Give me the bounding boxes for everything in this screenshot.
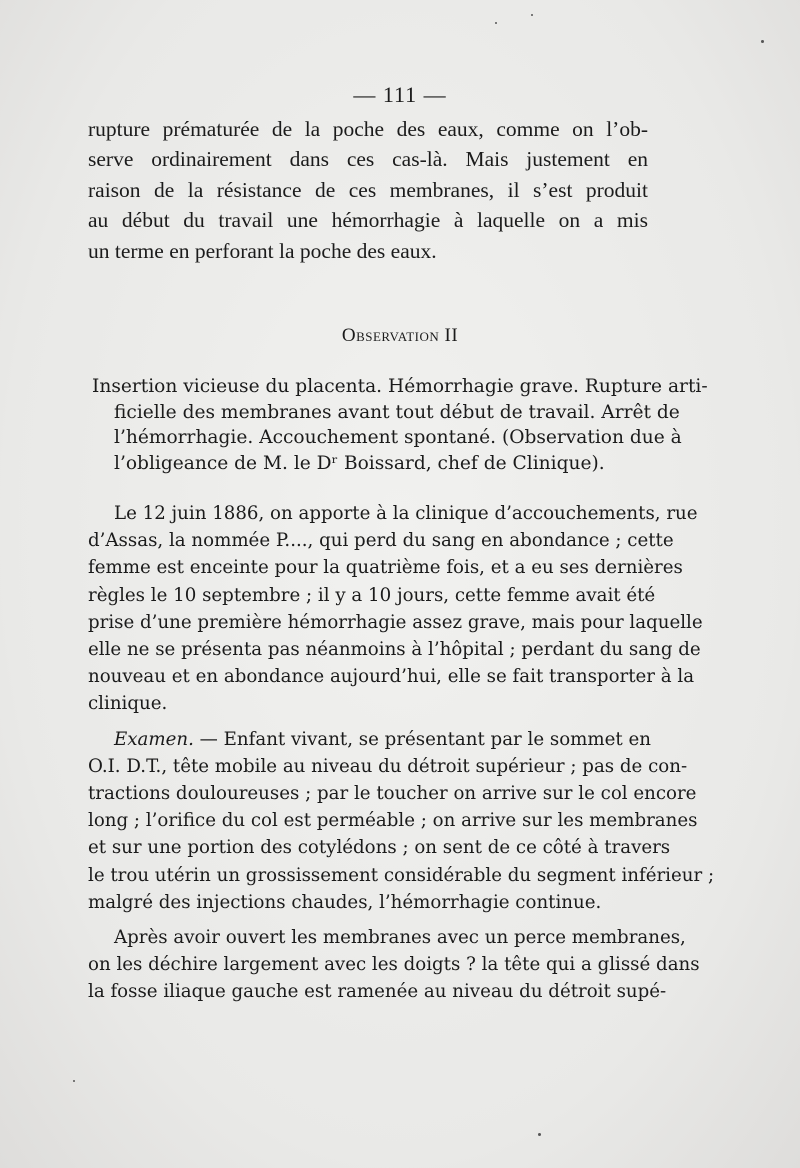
summary-line: l’hémorrhagie. Accouchement spontané. (Observation due à [114, 427, 682, 448]
page-number: — 111 — [353, 82, 447, 107]
body-line: la fosse iliaque gauche est ramenée au niveau du détroit supé- [88, 981, 667, 1003]
body-line: le trou utérin un grossissement considérable du segment inférieur ; [88, 864, 715, 886]
examen-heading: Examen. [114, 728, 194, 750]
body-line [88, 726, 651, 753]
body-line: Après avoir ouvert les membranes avec un perce membranes, [114, 927, 686, 949]
paper-speck [531, 14, 533, 16]
intro-line: rupture prématurée de la poche des eaux, comme on l’ob- [88, 117, 648, 141]
body-line: long ; l’orifice du col est perméable ; on arrive sur les membranes [88, 810, 698, 832]
body-line: et sur une portion des cotylédons ; on sent de ce côté à travers [88, 837, 671, 859]
body-line: malgré des injections chaudes, l’hémorrhagie continue. [88, 891, 602, 913]
summary-line: ficielle des membranes avant tout début de travail. Arrêt de [114, 401, 680, 423]
intro-paragraph [88, 114, 648, 266]
body-line: O.I. D.T., tête mobile au niveau du détroit supérieur ; pas de con- [88, 755, 688, 777]
body-line: clinique. [88, 693, 168, 715]
observation-title: Observation II [341, 325, 459, 346]
body-line: prise d’une première hémorrhagie assez grave, mais pour laquelle [88, 611, 703, 633]
body-line: elle ne se présenta pas néanmoins à l’hôpital ; perdant du sang de [88, 639, 701, 661]
intro-line: un terme en perforant la poche des eaux. [88, 238, 437, 263]
observation-summary [92, 374, 708, 476]
body-line: d’Assas, la nommée P...., qui perd du sang en abondance ; cette [88, 530, 674, 552]
body-line: on les déchire largement avec les doigts ? la tête qui a glissé dans [88, 954, 700, 976]
body-line: tractions douloureuses ; par le toucher on arrive sur le col encore [88, 783, 697, 805]
examen-first-line: — Enfant vivant, se présentant par le sommet en [193, 728, 651, 750]
body-line: Le 12 juin 1886, on apporte à la clinique d’accouchements, rue [114, 503, 698, 524]
intro-line: raison de la résistance de ces membranes, il s’est produit [88, 177, 648, 202]
summary-line: l’obligeance de M. le Dʳ Boissard, chef de Clinique). [114, 452, 605, 474]
observation-body [88, 500, 715, 1006]
summary-line: Insertion vicieuse du placenta. Hémorrhagie grave. Rupture arti- [92, 376, 708, 397]
paper-speck [73, 1080, 75, 1082]
body-line: règles le 10 septembre ; il y a 10 jours, cette femme avait été [88, 584, 656, 606]
paper-speck [761, 40, 764, 43]
paragraph-rupture [88, 924, 700, 1006]
paper-speck [495, 22, 497, 24]
paragraph-admission [88, 500, 703, 718]
intro-line: serve ordinairement dans ces cas-là. Mais justement en [88, 147, 648, 172]
paragraph-examination [88, 726, 715, 916]
paper-speck [538, 1133, 541, 1136]
body-line: nouveau et en abondance aujourd’hui, elle se fait transporter à la [88, 666, 695, 688]
body-line: femme est enceinte pour la quatrième fois, et a eu ses dernières [88, 557, 683, 579]
intro-line: au début du travail une hémorrhagie à laquelle on a mis [88, 208, 648, 233]
